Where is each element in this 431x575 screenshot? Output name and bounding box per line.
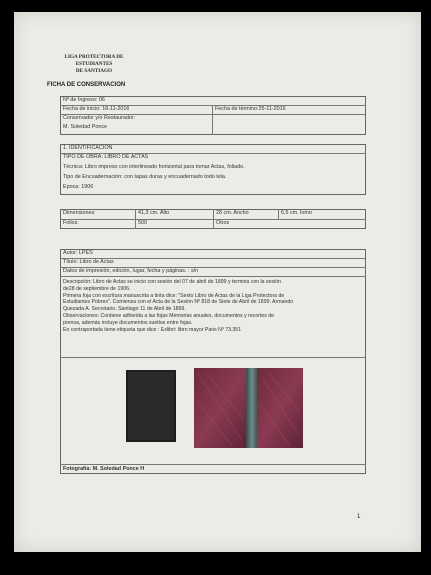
fecha-inicio: Fecha de inicio: 16-11-2016 [63,106,130,112]
form-title: FICHA DE CONSERVACION [47,82,126,88]
observaciones-line1: Observaciones: Contiene adherida a las fojas Memorias anuales, documentos y recortes de [63,312,275,319]
foja-line2: Estudiantes Pobres". Comienza con el Acta de la Sesión Nº 818 de Siete de Abril de 1899. Armando [63,299,294,306]
autor: Autor: LPES [63,250,93,256]
photo-credit: Fotografía: M. Soledad Ponce H [63,466,145,472]
contraportada-text: En contraportada tiene etiqueta que dice : Exlibri: libro mayor Paris Nº 73.351 [63,326,242,333]
org-name-line1: LIGA PROTECTORA DE ESTUDIANTES [64,54,124,67]
book-open-image [194,368,303,448]
otros-label: Otros [216,220,230,226]
epoca: Época: 1906 [63,184,94,190]
descripcion-line2: de28 de septiembre de 1906. [63,285,131,292]
encuadernacion: Tipo de Encuadernación: con tapas duras y encuadernado todo tela. [63,174,227,180]
organization-header [48,54,140,75]
conservador-label: Conservador y/o Restaurador: [63,115,136,121]
dimension-alto: 41,3 cm. Alto [138,210,170,216]
dimension-ancho: 28 cm. Ancho [216,210,249,216]
org-name-line2: DE SANTIAGO [75,68,113,74]
datos-impresion: Datos de impresión, edición, lugar, fecha y páginas. : s/n [63,268,199,274]
book-photograph [46,360,366,464]
folios-label: Folios: [63,220,79,226]
tipo-obra: TIPO DE OBRA: LIBRO DE ACTAS [63,154,149,160]
foja-line3: Quezada A. Secretario. Santiago 11 de Abril de 1899. [63,306,186,313]
titulo: Título: Libro de Actas [63,259,114,265]
book-closed-image [126,370,176,442]
dimension-lomo: 6,5 cm. lomo [281,210,312,216]
fecha-termino: Fecha de término:25-11-2016 [215,106,286,112]
ingreso-number: Nº de Ingreso: 06 [63,97,105,103]
descripcion-line1: Descripción: Libro de Actas se inicio con sesión del 07 de abril de 1899 y termina con la sesión [63,279,281,285]
descripcion-text [63,279,363,333]
observaciones-line2: prensa, además incluye documentos sueltos entre fojas. [63,319,193,326]
folios-value: 500 [138,220,147,226]
dimensiones-label: Dimensiones: [63,210,96,216]
tecnica: Técnica: Libro impreso con interlineado horizontal para tomar Actas, foliado. [63,164,245,170]
conservador-name: M. Soledad Ponce [63,124,108,130]
identificacion-heading: 1. IDENTIFICACION [63,145,113,151]
foja-line1: Primera foja con escritura manuscrita a tinta dice: "Sexto Libro de Actas de la Liga Protectora de [63,292,285,299]
page-number: 1 [357,514,361,520]
